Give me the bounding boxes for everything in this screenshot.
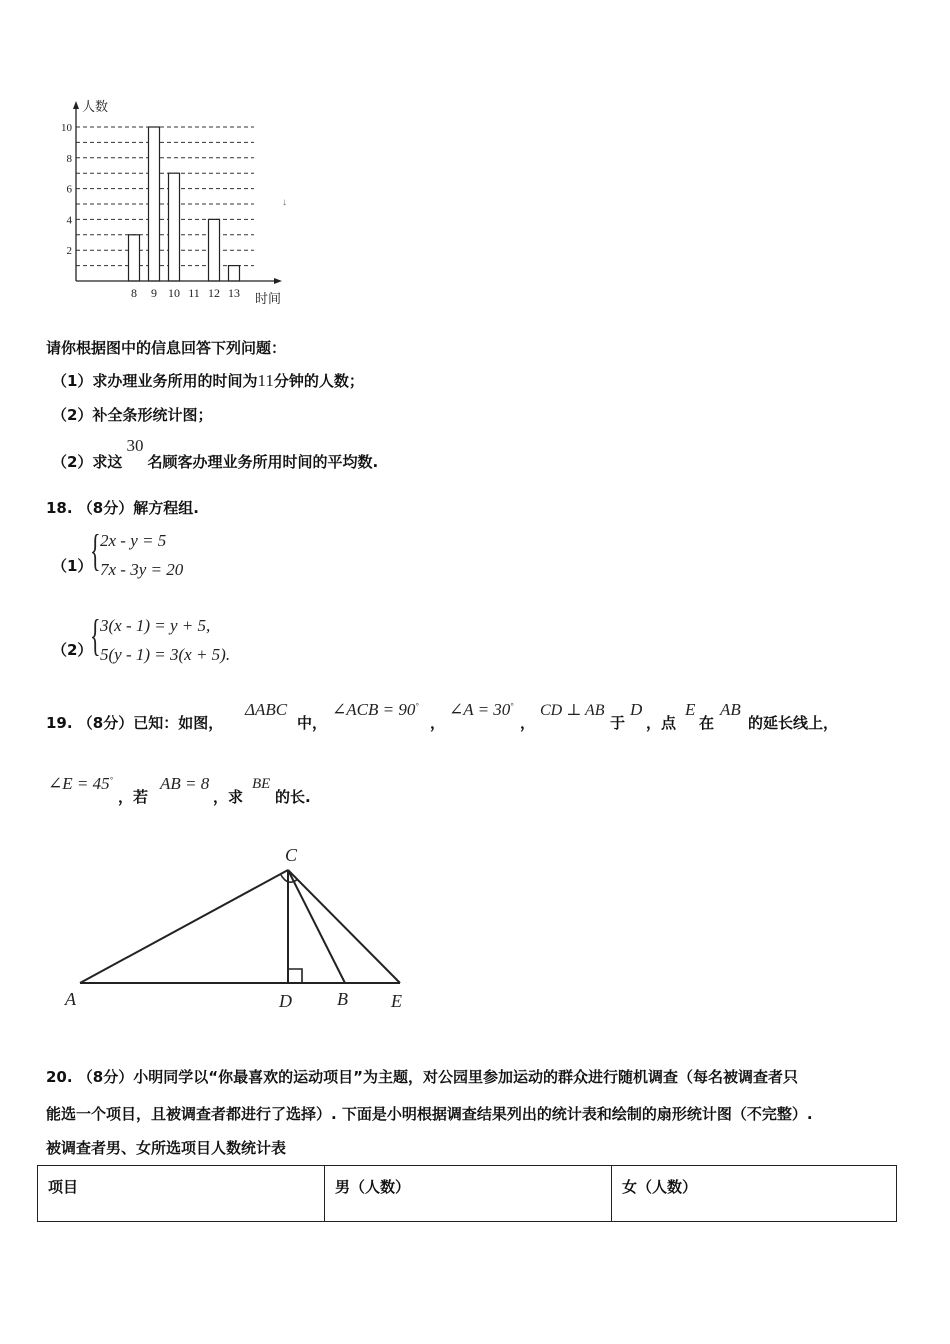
q19-triangle: ΔABC bbox=[245, 700, 288, 719]
x-tick-label: 10 bbox=[168, 286, 180, 300]
q18-s1-eq2: 7x - 3y = 20 bbox=[100, 560, 184, 579]
q19-d: D bbox=[630, 700, 643, 719]
header-item: 项目 bbox=[38, 1166, 325, 1222]
triangle-figure bbox=[55, 835, 435, 1020]
q19-qiu: ，求 bbox=[213, 788, 244, 806]
header-female: 女（人数） bbox=[612, 1166, 897, 1222]
stray-mark: ↓ bbox=[282, 197, 287, 208]
q17-part3: （2）求这30名顾客办理业务所用时间的平均数. bbox=[52, 436, 379, 471]
bar-chart bbox=[40, 95, 310, 315]
y-axis-arrow bbox=[73, 101, 79, 109]
bar-10 bbox=[169, 173, 180, 281]
q19-comma1: ， bbox=[430, 714, 446, 732]
q19-comma2: ， bbox=[520, 714, 536, 732]
q19-dechang: 的长. bbox=[275, 788, 311, 806]
x-axis-arrow bbox=[274, 278, 282, 284]
q18-s2-brace: { bbox=[90, 611, 101, 660]
x-tick-label: 8 bbox=[131, 286, 137, 300]
stats-table bbox=[37, 1165, 897, 1222]
q19-ab: AB bbox=[720, 700, 741, 719]
y-tick-label: 8 bbox=[66, 152, 72, 165]
q19-yu: 于 bbox=[610, 714, 626, 732]
x-tick-label: 13 bbox=[228, 286, 240, 300]
q19-angle-a: ∠A = 30° bbox=[449, 700, 514, 719]
q17-part1: （1）求办理业务所用的时间为11分钟的人数； bbox=[52, 371, 364, 390]
q17-part2: （2）补全条形统计图； bbox=[52, 406, 213, 424]
point-e-label: E bbox=[391, 991, 402, 1011]
y-axis-label: 人数 bbox=[82, 99, 109, 114]
x-tick-label: 12 bbox=[208, 286, 220, 300]
point-c-label: C bbox=[285, 845, 298, 865]
q20-line2: 能选一个项目，且被调查者都进行了选择）. 下面是小明根据调查结果列出的统计表和绘制的扇形统计图（不完整）. bbox=[46, 1105, 813, 1123]
q19-be: BE bbox=[252, 776, 271, 792]
q20-line1: 20. （8分）小明同学以“你最喜欢的运动项目”为主题，对公园里参加运动的群众进行随机调查（每名被调查者只 bbox=[46, 1068, 798, 1086]
segment-ce bbox=[288, 870, 400, 983]
point-d-label: D bbox=[279, 991, 292, 1011]
y-tick-label: 10 bbox=[61, 122, 72, 134]
x-tick-label: 11 bbox=[188, 286, 200, 300]
q18-s1-label: （1） bbox=[52, 557, 93, 575]
point-a-label: A bbox=[65, 989, 76, 1009]
q19-lead: 19. （8分）已知：如图， bbox=[46, 714, 224, 732]
y-tick-label: 4 bbox=[66, 214, 72, 227]
q19-dian: ，点 bbox=[646, 714, 677, 732]
q18-s1-eq1: 2x - y = 5 bbox=[100, 531, 167, 550]
bar-9 bbox=[149, 127, 160, 281]
q19-angle-acb: ∠ACB = 90° bbox=[332, 700, 419, 719]
q19-ruo: ，若 bbox=[118, 788, 149, 806]
q18-s1-brace: { bbox=[90, 526, 101, 575]
x-axis-label: 时间 bbox=[255, 291, 282, 306]
q19-perpendicular: CD ⊥ AB bbox=[540, 702, 605, 719]
q19-ab8: AB = 8 bbox=[160, 774, 210, 793]
bar-12 bbox=[209, 219, 220, 281]
q17-intro: 请你根据图中的信息回答下列问题： bbox=[46, 339, 287, 357]
q19-zhong: 中， bbox=[297, 714, 328, 732]
q18-title: 18. （8分）解方程组. bbox=[46, 499, 199, 517]
q18-s2-eq1: 3(x - 1) = y + 5, bbox=[100, 616, 211, 635]
q19-zai: 在 bbox=[699, 714, 715, 732]
q20-table-caption: 被调查者男、女所选项目人数统计表 bbox=[46, 1139, 287, 1157]
point-b-label: B bbox=[337, 989, 348, 1009]
x-tick-label: 9 bbox=[151, 286, 157, 300]
y-tick-label: 6 bbox=[66, 183, 72, 196]
q19-e: E bbox=[685, 700, 696, 719]
q18-s2-eq2: 5(y - 1) = 3(x + 5). bbox=[100, 645, 231, 664]
bar-13 bbox=[229, 266, 240, 281]
q18-s2-label: （2） bbox=[52, 641, 93, 659]
table-header-row bbox=[38, 1166, 897, 1222]
q19-angle-e: ∠E = 45° bbox=[48, 774, 113, 793]
header-male: 男（人数） bbox=[325, 1166, 612, 1222]
segment-cb bbox=[288, 870, 345, 983]
right-angle-mark bbox=[288, 969, 302, 983]
bar-8 bbox=[129, 235, 140, 281]
y-tick-label: 2 bbox=[66, 245, 72, 258]
segment-ac bbox=[80, 870, 288, 983]
q19-ext: 的延长线上， bbox=[748, 714, 839, 732]
